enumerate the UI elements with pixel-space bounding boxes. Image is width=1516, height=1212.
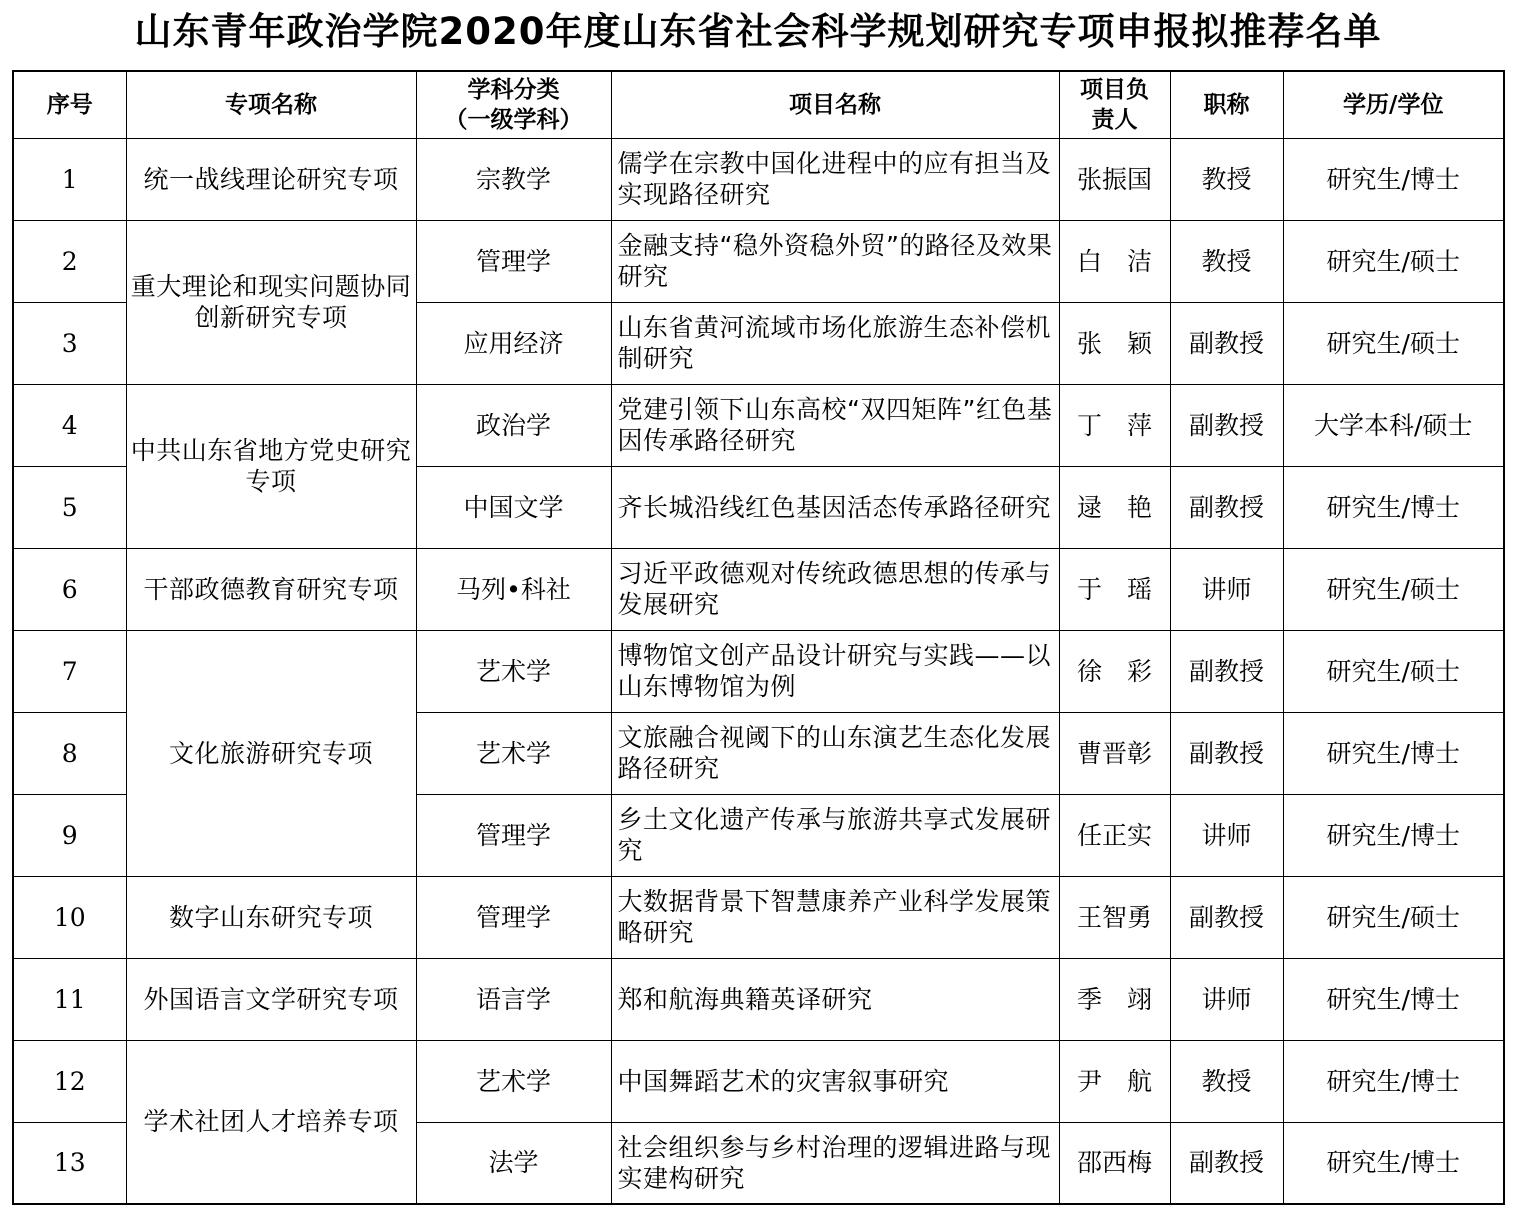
header-leader-line1: 项目负: [1080, 76, 1149, 103]
special-cell: 中共山东省地方党史研究专项: [126, 384, 416, 548]
title-cell: 讲师: [1170, 548, 1283, 630]
recommendation-table: [12, 70, 1505, 1205]
header-degree: 学历/学位: [1283, 71, 1504, 138]
degree-cell: 研究生/硕士: [1283, 220, 1504, 302]
special-cell: 学术社团人才培养专项: [126, 1040, 416, 1204]
seq-cell: 6: [13, 548, 126, 630]
leader-cell: 曹晋彰: [1059, 712, 1170, 794]
discipline-cell: 宗教学: [416, 138, 611, 220]
header-leader-line2: 责人: [1091, 106, 1138, 133]
title-cell: 副教授: [1170, 876, 1283, 958]
title-cell: 副教授: [1170, 302, 1283, 384]
discipline-cell: 管理学: [416, 794, 611, 876]
leader-cell: 任正实: [1059, 794, 1170, 876]
degree-cell: 研究生/博士: [1283, 958, 1504, 1040]
degree-cell: 研究生/硕士: [1283, 630, 1504, 712]
header-discipline: [416, 71, 611, 138]
discipline-cell: 语言学: [416, 958, 611, 1040]
leader-cell: 白 洁: [1059, 220, 1170, 302]
table-row: [13, 138, 1504, 220]
seq-cell: 8: [13, 712, 126, 794]
discipline-cell: 中国文学: [416, 466, 611, 548]
title-cell: 副教授: [1170, 630, 1283, 712]
title-cell: 教授: [1170, 220, 1283, 302]
table-row: [13, 1040, 1504, 1122]
special-cell: 统一战线理论研究专项: [126, 138, 416, 220]
discipline-cell: 马列•科社: [416, 548, 611, 630]
special-cell: 数字山东研究专项: [126, 876, 416, 958]
leader-cell: 于 瑶: [1059, 548, 1170, 630]
table-row: [13, 384, 1504, 466]
leader-cell: 尹 航: [1059, 1040, 1170, 1122]
header-discipline-line1: 学科分类: [467, 76, 560, 103]
header-leader: [1059, 71, 1170, 138]
special-cell: 重大理论和现实问题协同创新研究专项: [126, 220, 416, 384]
project-cell: 山东省黄河流域市场化旅游生态补偿机制研究: [611, 302, 1059, 384]
seq-cell: 9: [13, 794, 126, 876]
project-cell: 博物馆文创产品设计研究与实践——以山东博物馆为例: [611, 630, 1059, 712]
project-cell: 儒学在宗教中国化进程中的应有担当及实现路径研究: [611, 138, 1059, 220]
degree-cell: 研究生/硕士: [1283, 302, 1504, 384]
degree-cell: 研究生/硕士: [1283, 548, 1504, 630]
special-cell: 文化旅游研究专项: [126, 630, 416, 876]
seq-cell: 13: [13, 1122, 126, 1204]
header-project: 项目名称: [611, 71, 1059, 138]
degree-cell: 研究生/博士: [1283, 794, 1504, 876]
header-title: 职称: [1170, 71, 1283, 138]
discipline-cell: 艺术学: [416, 630, 611, 712]
title-cell: 副教授: [1170, 384, 1283, 466]
leader-cell: 张 颖: [1059, 302, 1170, 384]
project-cell: 党建引领下山东高校“双四矩阵”红色基因传承路径研究: [611, 384, 1059, 466]
title-cell: 讲师: [1170, 958, 1283, 1040]
degree-cell: 研究生/博士: [1283, 1122, 1504, 1204]
project-cell: 齐长城沿线红色基因活态传承路径研究: [611, 466, 1059, 548]
seq-cell: 7: [13, 630, 126, 712]
title-cell: 教授: [1170, 1040, 1283, 1122]
discipline-cell: 应用经济: [416, 302, 611, 384]
table-row: [13, 220, 1504, 302]
seq-cell: 3: [13, 302, 126, 384]
page-title: 山东青年政治学院2020年度山东省社会科学规划研究专项申报拟推荐名单: [134, 10, 1382, 53]
table-row: [13, 548, 1504, 630]
title-cell: 副教授: [1170, 466, 1283, 548]
title-cell: 讲师: [1170, 794, 1283, 876]
degree-cell: 研究生/博士: [1283, 712, 1504, 794]
discipline-cell: 艺术学: [416, 712, 611, 794]
leader-cell: 徐 彩: [1059, 630, 1170, 712]
special-cell: 干部政德教育研究专项: [126, 548, 416, 630]
project-cell: 大数据背景下智慧康养产业科学发展策略研究: [611, 876, 1059, 958]
project-cell: 郑和航海典籍英译研究: [611, 958, 1059, 1040]
seq-cell: 2: [13, 220, 126, 302]
project-cell: 金融支持“稳外资稳外贸”的路径及效果研究: [611, 220, 1059, 302]
discipline-cell: 法学: [416, 1122, 611, 1204]
seq-cell: 12: [13, 1040, 126, 1122]
table-row: [13, 630, 1504, 712]
project-cell: 中国舞蹈艺术的灾害叙事研究: [611, 1040, 1059, 1122]
seq-cell: 11: [13, 958, 126, 1040]
discipline-cell: 艺术学: [416, 1040, 611, 1122]
leader-cell: 季 翊: [1059, 958, 1170, 1040]
degree-cell: 大学本科/硕士: [1283, 384, 1504, 466]
seq-cell: 1: [13, 138, 126, 220]
table-row: [13, 876, 1504, 958]
project-cell: 乡土文化遗产传承与旅游共享式发展研究: [611, 794, 1059, 876]
seq-cell: 5: [13, 466, 126, 548]
leader-cell: 逯 艳: [1059, 466, 1170, 548]
degree-cell: 研究生/博士: [1283, 1040, 1504, 1122]
leader-cell: 丁 萍: [1059, 384, 1170, 466]
discipline-cell: 管理学: [416, 220, 611, 302]
project-cell: 习近平政德观对传统政德思想的传承与发展研究: [611, 548, 1059, 630]
degree-cell: 研究生/硕士: [1283, 876, 1504, 958]
special-cell: 外国语言文学研究专项: [126, 958, 416, 1040]
discipline-cell: 政治学: [416, 384, 611, 466]
header-discipline-line2: （一级学科）: [444, 106, 583, 133]
title-cell: 副教授: [1170, 712, 1283, 794]
project-cell: 文旅融合视阈下的山东演艺生态化发展路径研究: [611, 712, 1059, 794]
header-row: [13, 71, 1504, 138]
leader-cell: 张振国: [1059, 138, 1170, 220]
title-cell: 教授: [1170, 138, 1283, 220]
project-cell: 社会组织参与乡村治理的逻辑进路与现实建构研究: [611, 1122, 1059, 1204]
header-seq: 序号: [13, 71, 126, 138]
seq-cell: 10: [13, 876, 126, 958]
degree-cell: 研究生/博士: [1283, 466, 1504, 548]
table-row: [13, 958, 1504, 1040]
degree-cell: 研究生/博士: [1283, 138, 1504, 220]
leader-cell: 王智勇: [1059, 876, 1170, 958]
seq-cell: 4: [13, 384, 126, 466]
discipline-cell: 管理学: [416, 876, 611, 958]
header-special: 专项名称: [126, 71, 416, 138]
leader-cell: 邵西梅: [1059, 1122, 1170, 1204]
title-cell: 副教授: [1170, 1122, 1283, 1204]
